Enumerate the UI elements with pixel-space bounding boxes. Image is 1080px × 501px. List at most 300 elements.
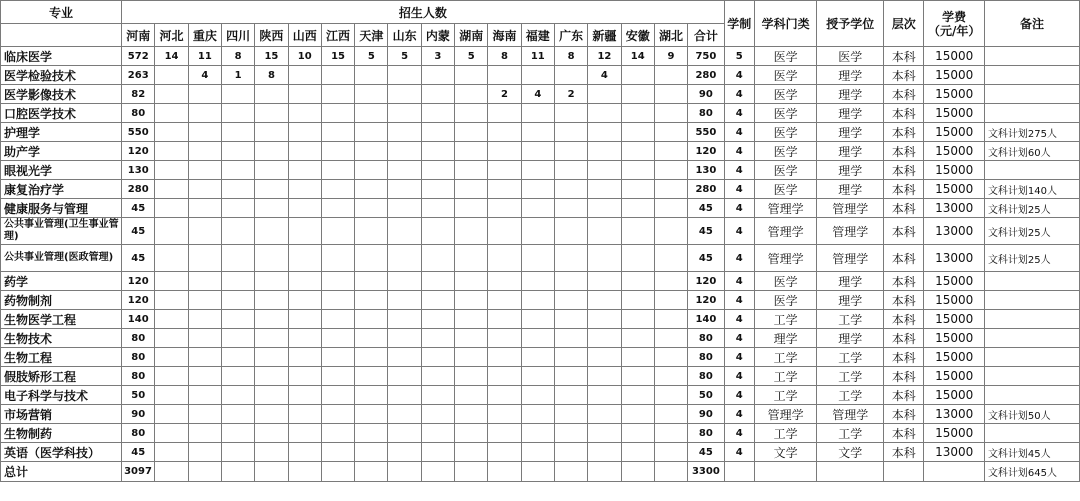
total-cell: 280 (688, 66, 724, 85)
count-cell (188, 85, 221, 104)
category-cell: 医学 (754, 123, 817, 142)
count-cell (255, 218, 288, 245)
major-cell: 市场营销 (1, 405, 122, 424)
count-cell (554, 245, 587, 272)
count-cell (355, 180, 388, 199)
count-cell: 280 (122, 180, 155, 199)
duration-cell: 4 (724, 348, 754, 367)
level-cell: 本科 (884, 47, 924, 66)
count-cell: 10 (288, 47, 321, 66)
henan-total-cell: 3097 (122, 462, 155, 482)
count-cell: 80 (122, 104, 155, 123)
count-cell: 572 (122, 47, 155, 66)
count-cell (421, 104, 454, 123)
province-header: 福建 (521, 24, 554, 47)
count-cell (288, 180, 321, 199)
level-cell: 本科 (884, 66, 924, 85)
count-cell (221, 180, 254, 199)
count-cell (521, 66, 554, 85)
count-cell (654, 348, 687, 367)
count-cell (221, 443, 254, 462)
count-cell (455, 218, 488, 245)
count-cell (588, 405, 621, 424)
count-cell (654, 272, 687, 291)
duration-cell: 4 (724, 104, 754, 123)
count-cell (155, 245, 188, 272)
count-cell (255, 329, 288, 348)
count-cell (521, 405, 554, 424)
fee-cell: 15000 (924, 348, 985, 367)
count-cell (321, 272, 354, 291)
count-cell (654, 180, 687, 199)
degree-cell: 工学 (817, 310, 884, 329)
count-cell (488, 348, 521, 367)
count-cell (621, 85, 654, 104)
province-header: 广东 (554, 24, 587, 47)
degree-cell: 管理学 (817, 405, 884, 424)
count-cell (554, 443, 587, 462)
category-cell: 工学 (754, 310, 817, 329)
count-cell (188, 218, 221, 245)
count-cell: 82 (122, 85, 155, 104)
count-cell (654, 462, 687, 482)
count-cell (288, 272, 321, 291)
count-cell: 8 (488, 47, 521, 66)
count-cell (455, 245, 488, 272)
count-cell (221, 218, 254, 245)
count-cell (288, 443, 321, 462)
count-cell (288, 329, 321, 348)
count-cell (288, 462, 321, 482)
enroll-header: 招生人数 (122, 1, 725, 24)
fee-cell: 15000 (924, 367, 985, 386)
note-cell (984, 386, 1079, 405)
count-cell: 15 (321, 47, 354, 66)
count-cell (521, 291, 554, 310)
count-cell (288, 348, 321, 367)
count-cell (221, 161, 254, 180)
level-cell: 本科 (884, 218, 924, 245)
count-cell (421, 424, 454, 443)
count-cell (554, 405, 587, 424)
total-cell: 120 (688, 291, 724, 310)
count-cell (421, 291, 454, 310)
count-cell (621, 386, 654, 405)
category-cell: 医学 (754, 291, 817, 310)
count-cell (255, 142, 288, 161)
count-cell (355, 386, 388, 405)
fee-cell: 15000 (924, 85, 985, 104)
table-row (1, 310, 1080, 329)
table-row (1, 66, 1080, 85)
count-cell (288, 161, 321, 180)
count-cell (488, 104, 521, 123)
total-cell: 80 (688, 367, 724, 386)
count-cell (455, 123, 488, 142)
count-cell (521, 329, 554, 348)
count-cell (355, 329, 388, 348)
total-cell: 80 (688, 104, 724, 123)
major-cell: 电子科学与技术 (1, 386, 122, 405)
count-cell (654, 291, 687, 310)
count-cell (155, 386, 188, 405)
count-cell: 45 (122, 218, 155, 245)
count-cell (621, 104, 654, 123)
total-cell: 90 (688, 405, 724, 424)
count-cell (355, 199, 388, 218)
count-cell (388, 462, 421, 482)
count-cell (255, 199, 288, 218)
level-cell: 本科 (884, 199, 924, 218)
count-cell (421, 161, 454, 180)
count-cell (388, 348, 421, 367)
count-cell (388, 66, 421, 85)
count-cell (554, 66, 587, 85)
note-cell: 文科计划60人 (984, 142, 1079, 161)
count-cell: 8 (255, 66, 288, 85)
note-cell: 文科计划275人 (984, 123, 1079, 142)
count-cell (621, 245, 654, 272)
count-cell (455, 329, 488, 348)
major-cell: 眼视光学 (1, 161, 122, 180)
count-cell (654, 329, 687, 348)
major-header-blank (1, 24, 122, 47)
count-cell (455, 66, 488, 85)
count-cell (255, 367, 288, 386)
level-cell: 本科 (884, 180, 924, 199)
table-row (1, 180, 1080, 199)
count-cell (221, 462, 254, 482)
table-row (1, 405, 1080, 424)
total-cell: 45 (688, 218, 724, 245)
fee-cell: 15000 (924, 291, 985, 310)
note-cell: 文科计划45人 (984, 443, 1079, 462)
count-cell (188, 123, 221, 142)
count-cell (521, 104, 554, 123)
table-row (1, 245, 1080, 272)
count-cell (588, 329, 621, 348)
count-cell (155, 218, 188, 245)
count-cell (321, 66, 354, 85)
note-cell: 文科计划25人 (984, 218, 1079, 245)
level-cell: 本科 (884, 386, 924, 405)
count-cell (155, 272, 188, 291)
count-cell (421, 405, 454, 424)
table-row (1, 218, 1080, 245)
count-cell (188, 291, 221, 310)
total-cell: 80 (688, 348, 724, 367)
count-cell (588, 123, 621, 142)
count-cell (421, 367, 454, 386)
total-cell: 120 (688, 272, 724, 291)
count-cell (554, 180, 587, 199)
note-cell (984, 424, 1079, 443)
total-cell: 50 (688, 386, 724, 405)
count-cell (388, 104, 421, 123)
province-header: 内蒙 (421, 24, 454, 47)
count-cell (188, 272, 221, 291)
total-cell: 550 (688, 123, 724, 142)
note-cell (984, 348, 1079, 367)
count-cell (321, 199, 354, 218)
total-cell: 45 (688, 443, 724, 462)
major-cell: 医学影像技术 (1, 85, 122, 104)
count-cell (654, 245, 687, 272)
count-cell (455, 199, 488, 218)
count-cell (654, 161, 687, 180)
degree-cell: 工学 (817, 367, 884, 386)
count-cell (621, 348, 654, 367)
count-cell (388, 291, 421, 310)
count-cell (455, 142, 488, 161)
table-row (1, 161, 1080, 180)
count-cell (421, 462, 454, 482)
count-cell (588, 161, 621, 180)
count-cell (155, 199, 188, 218)
count-cell (521, 310, 554, 329)
category-cell: 医学 (754, 104, 817, 123)
level-cell: 本科 (884, 104, 924, 123)
count-cell: 45 (122, 199, 155, 218)
category-cell: 医学 (754, 85, 817, 104)
count-cell (621, 443, 654, 462)
count-cell (255, 348, 288, 367)
count-cell (188, 199, 221, 218)
level-header: 层次 (884, 1, 924, 47)
total-cell: 120 (688, 142, 724, 161)
category-cell: 工学 (754, 348, 817, 367)
count-cell (155, 329, 188, 348)
count-cell: 80 (122, 348, 155, 367)
degree-cell: 理学 (817, 291, 884, 310)
province-header: 山西 (288, 24, 321, 47)
count-cell (355, 85, 388, 104)
count-cell (355, 462, 388, 482)
count-cell: 140 (122, 310, 155, 329)
count-cell: 2 (554, 85, 587, 104)
count-cell (188, 462, 221, 482)
count-cell (388, 142, 421, 161)
count-cell: 80 (122, 329, 155, 348)
count-cell (388, 199, 421, 218)
count-cell (388, 386, 421, 405)
major-cell: 药物制剂 (1, 291, 122, 310)
count-cell (488, 291, 521, 310)
count-cell (488, 367, 521, 386)
note-cell (984, 272, 1079, 291)
count-cell (221, 142, 254, 161)
count-cell (255, 405, 288, 424)
count-cell (621, 272, 654, 291)
note-cell (984, 291, 1079, 310)
fee-cell: 15000 (924, 386, 985, 405)
count-cell (255, 245, 288, 272)
note-cell (984, 161, 1079, 180)
count-cell (221, 291, 254, 310)
count-cell: 4 (588, 66, 621, 85)
count-cell: 11 (188, 47, 221, 66)
count-cell (654, 386, 687, 405)
count-cell (621, 218, 654, 245)
count-cell (654, 123, 687, 142)
table-row (1, 424, 1080, 443)
fee-cell: 13000 (924, 443, 985, 462)
count-cell (155, 424, 188, 443)
fee-cell: 15000 (924, 329, 985, 348)
count-cell (488, 142, 521, 161)
count-cell (455, 348, 488, 367)
count-cell: 14 (155, 47, 188, 66)
count-cell (355, 405, 388, 424)
count-cell (155, 85, 188, 104)
count-cell (621, 405, 654, 424)
count-cell (355, 310, 388, 329)
count-cell (155, 310, 188, 329)
count-cell (421, 199, 454, 218)
category-cell: 工学 (754, 386, 817, 405)
empty-cell (754, 462, 817, 482)
note-cell (984, 85, 1079, 104)
category-cell: 理学 (754, 329, 817, 348)
degree-cell: 理学 (817, 161, 884, 180)
count-cell (554, 462, 587, 482)
count-cell (521, 142, 554, 161)
count-cell (188, 142, 221, 161)
duration-cell: 4 (724, 272, 754, 291)
header-row-top (1, 1, 1080, 24)
count-cell: 8 (554, 47, 587, 66)
count-cell (321, 180, 354, 199)
count-cell (654, 142, 687, 161)
duration-cell: 4 (724, 310, 754, 329)
degree-cell: 理学 (817, 329, 884, 348)
count-cell (554, 142, 587, 161)
count-cell (388, 405, 421, 424)
province-header: 湖南 (455, 24, 488, 47)
count-cell: 263 (122, 66, 155, 85)
count-cell (221, 310, 254, 329)
count-cell (554, 291, 587, 310)
level-cell: 本科 (884, 348, 924, 367)
table-row (1, 123, 1080, 142)
count-cell (355, 142, 388, 161)
major-cell: 健康服务与管理 (1, 199, 122, 218)
count-cell (388, 245, 421, 272)
count-cell (554, 424, 587, 443)
major-cell: 生物技术 (1, 329, 122, 348)
count-cell (188, 348, 221, 367)
count-cell (588, 386, 621, 405)
count-cell (155, 405, 188, 424)
grand-total-cell: 3300 (688, 462, 724, 482)
count-cell (588, 142, 621, 161)
duration-cell: 4 (724, 405, 754, 424)
major-cell: 生物工程 (1, 348, 122, 367)
count-cell (288, 66, 321, 85)
count-cell (288, 218, 321, 245)
count-cell (588, 462, 621, 482)
count-cell (455, 443, 488, 462)
count-cell (155, 104, 188, 123)
fee-cell: 13000 (924, 218, 985, 245)
count-cell (321, 367, 354, 386)
category-cell: 管理学 (754, 405, 817, 424)
count-cell (521, 462, 554, 482)
category-cell: 工学 (754, 424, 817, 443)
count-cell (588, 367, 621, 386)
count-cell (588, 310, 621, 329)
count-cell (355, 104, 388, 123)
count-cell (188, 310, 221, 329)
level-cell: 本科 (884, 329, 924, 348)
count-cell (488, 329, 521, 348)
count-cell (521, 424, 554, 443)
duration-header: 学制 (724, 1, 754, 47)
count-cell (588, 272, 621, 291)
count-cell (355, 424, 388, 443)
province-header: 湖北 (654, 24, 687, 47)
count-cell (221, 85, 254, 104)
degree-cell: 理学 (817, 123, 884, 142)
total-row (1, 462, 1080, 482)
category-cell: 文学 (754, 443, 817, 462)
count-cell (421, 443, 454, 462)
major-cell: 药学 (1, 272, 122, 291)
table-row (1, 367, 1080, 386)
category-cell: 医学 (754, 272, 817, 291)
province-header: 重庆 (188, 24, 221, 47)
note-cell: 文科计划140人 (984, 180, 1079, 199)
count-cell (588, 180, 621, 199)
count-cell (388, 329, 421, 348)
count-cell (255, 104, 288, 123)
count-cell (554, 367, 587, 386)
count-cell (221, 245, 254, 272)
note-cell (984, 47, 1079, 66)
count-cell (288, 424, 321, 443)
count-cell (588, 424, 621, 443)
count-cell (588, 291, 621, 310)
fee-cell: 15000 (924, 180, 985, 199)
table-row (1, 142, 1080, 161)
degree-cell: 理学 (817, 104, 884, 123)
note-cell: 文科计划50人 (984, 405, 1079, 424)
count-cell (188, 405, 221, 424)
count-cell (455, 180, 488, 199)
count-cell (521, 245, 554, 272)
major-cell: 医学检验技术 (1, 66, 122, 85)
table-row (1, 104, 1080, 123)
count-cell (588, 104, 621, 123)
count-cell (288, 405, 321, 424)
total-cell: 45 (688, 245, 724, 272)
total-cell: 90 (688, 85, 724, 104)
count-cell (388, 161, 421, 180)
count-cell (355, 272, 388, 291)
count-cell (221, 386, 254, 405)
count-cell (455, 386, 488, 405)
count-cell (521, 443, 554, 462)
count-cell (654, 310, 687, 329)
count-cell (521, 348, 554, 367)
count-cell (355, 443, 388, 462)
level-cell: 本科 (884, 405, 924, 424)
count-cell (421, 329, 454, 348)
count-cell (521, 386, 554, 405)
note-cell: 文科计划25人 (984, 245, 1079, 272)
count-cell (654, 367, 687, 386)
level-cell: 本科 (884, 142, 924, 161)
